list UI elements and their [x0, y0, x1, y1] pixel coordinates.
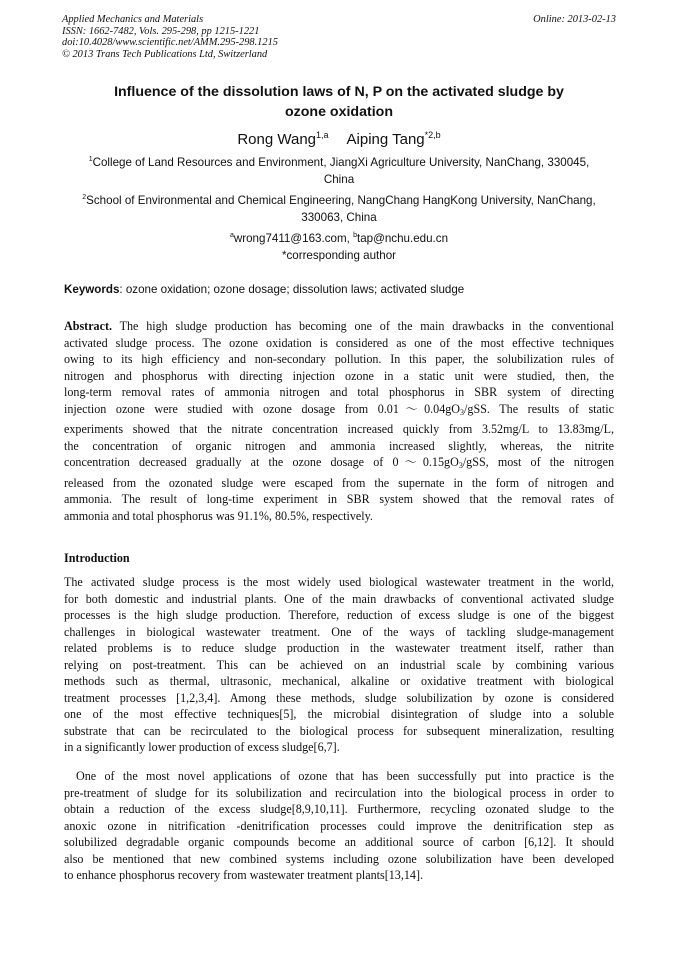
intro-line: related problems is to reduce sludge production in the wastewater treatment itself, rather than	[64, 641, 614, 655]
introduction-paragraph-2	[64, 768, 614, 884]
abstract-line: the concentration of organic nitrogen and ammonia increased slightly, whereas, the nitrite	[64, 438, 614, 453]
intro-line: also be mentioned that new combined systems including ozone solubilization have been developed	[64, 851, 614, 866]
affiliation-2-line-1: School of Environmental and Chemical Engineering, NangChang HangKong University, NanChang,	[86, 193, 596, 207]
intro-line: One of the most novel applications of ozone that has been successfully put into practice is the	[76, 769, 614, 783]
intro-line: one of the most effective techniques[5], the microbial disintegration of sludge into a soluble	[64, 707, 614, 721]
journal-header	[62, 14, 616, 60]
abstract-line: nitrogen and phosphorus with directing injection ozone in a static unit were studied, then, the	[64, 368, 614, 383]
intro-line: for both domestic and industrial plants. One of the main drawbacks of conventional activated sludge	[64, 591, 614, 606]
abstract-line: ammonia. The result of long-time experiment in SBR system showed that the removal rates of	[64, 492, 614, 506]
subscript: 3	[458, 461, 463, 470]
intro-line: processes is the high sludge production. Therefore, reduction of excess sludge is one of the biggest	[64, 608, 614, 622]
keywords-label: Keywords	[64, 283, 120, 296]
author-1-sup: 1,a	[316, 130, 329, 140]
affiliation-1	[64, 151, 614, 189]
affiliation-1-line-1: College of Land Resources and Environment, JiangXi Agriculture University, NanChang, 330045,	[92, 155, 590, 169]
email-a: wrong7411@163.com,	[233, 231, 354, 245]
introduction-paragraph-1	[64, 574, 614, 756]
abstract-label: Abstract.	[64, 319, 113, 333]
issn-line: ISSN: 1662-7482, Vols. 295-298, pp 1215-1221	[62, 25, 260, 37]
abstract-line: ammonia and total phosphorus was 91.1%, 80.5%, respectively.	[64, 508, 373, 523]
intro-line: in a significantly lower production of excess sludge[6,7].	[64, 740, 340, 754]
intro-line: solubilized degradable organic compounds become an additional source of carbon [6,12]. It should	[64, 835, 614, 849]
abstract-line: The high sludge production has becoming one of the main drawbacks in the conventional	[112, 319, 614, 333]
intro-line: The activated sludge process is the most widely used biological wastewater treatment in the world,	[64, 575, 614, 589]
email-line	[64, 227, 614, 247]
abstract	[64, 318, 614, 524]
title-line-1: Influence of the dissolution laws of N, P on the activated sludge by	[114, 84, 564, 100]
affiliation-2-line-2: 330063, China	[301, 211, 377, 225]
introduction-heading: Introduction	[64, 551, 130, 565]
author-1-name: Rong Wang	[237, 131, 316, 148]
intro-line: pre-treatment of sludge for its solubilization and recirculation into the biological process in order to	[64, 785, 614, 800]
abstract-line: long-term removal rates of ammonia nitrogen and total phosphorus in SBR system of directing	[64, 385, 614, 399]
author-2-sup: *2,b	[424, 130, 441, 140]
abstract-text: concentration decreased gradually at the ozone dosage of 0～0.15gO	[64, 455, 459, 469]
keywords	[64, 282, 614, 298]
online-date: Online: 2013-02-13	[533, 14, 616, 25]
title-line-2: ozone oxidation	[285, 104, 393, 120]
intro-line: substrate that can be recirculated to the biological process for subsequent mineralization, resulting	[64, 723, 614, 738]
affiliation-1-line-2: China	[323, 173, 355, 187]
doi-line: doi:10.4028/www.scientific.net/AMM.295-298.1215	[62, 37, 278, 49]
intro-line: challenges in biological wastewater treatment. One of the ways of tackling sludge-management	[64, 624, 614, 639]
journal-name: Applied Mechanics and Materials	[62, 14, 204, 25]
intro-line: anoxic ozone in nitrification -denitrification processes could improve the denitrification step as	[64, 818, 614, 833]
abstract-text: injection ozone were studied with ozone dosage from 0.01～0.04gO	[64, 401, 461, 416]
abstract-text: /gSS. The results of static	[464, 401, 615, 416]
abstract-line: owing to its high efficiency and non-secondary pollution. In this paper, the solubilization rules of	[64, 352, 614, 366]
affiliation-1-sup: 1	[88, 156, 93, 163]
paper-title	[64, 82, 614, 122]
email-a-sup: a	[229, 231, 234, 239]
abstract-line: activated sludge process. The ozone oxidation is considered as one of the most effective techniques	[64, 335, 614, 350]
intro-line: to enhance phosphorus recovery from wastewater treatment plants[13,14].	[64, 868, 423, 882]
intro-line: obtain a reduction of the excess sludge[8,9,10,11]. Furthermore, recycling ozonated sludge to the	[64, 802, 614, 816]
author-list	[64, 125, 614, 150]
copyright-line: © 2013 Trans Tech Publications Ltd, Switzerland	[62, 48, 268, 60]
abstract-line	[64, 454, 614, 475]
intro-line: treatment processes [1,2,3,4]. Among these methods, sludge solubilization by ozone is considered	[64, 690, 614, 705]
affiliation-2-sup: 2	[82, 194, 87, 201]
intro-line: methods such as thermal, ultrasonic, mechanical, alkaline or oxidative treatment with biological	[64, 674, 614, 688]
affiliation-2	[64, 189, 614, 264]
subscript: 3	[460, 407, 465, 417]
corresponding-author-note: *corresponding author	[281, 248, 397, 262]
keywords-text: : ozone oxidation; ozone dosage; dissolution laws; activated sludge	[119, 283, 465, 296]
abstract-text: /gSS, most of the nitrogen	[462, 455, 614, 469]
email-b-sup: b	[353, 231, 357, 239]
abstract-line: released from the ozonated sludge were escaped from the supernate in the form of nitrogen and	[64, 475, 614, 490]
intro-line: relying on post-treatment. This can be achieved on an industrial scale by combining various	[64, 657, 614, 672]
author-2-name: Aiping Tang	[346, 131, 425, 148]
email-b: tap@nchu.edu.cn	[356, 231, 449, 245]
abstract-line	[64, 401, 614, 422]
abstract-line: experiments showed that the nitrate concentration increased quickly from 3.52mg/L to 13.83mg/L,	[64, 422, 614, 436]
